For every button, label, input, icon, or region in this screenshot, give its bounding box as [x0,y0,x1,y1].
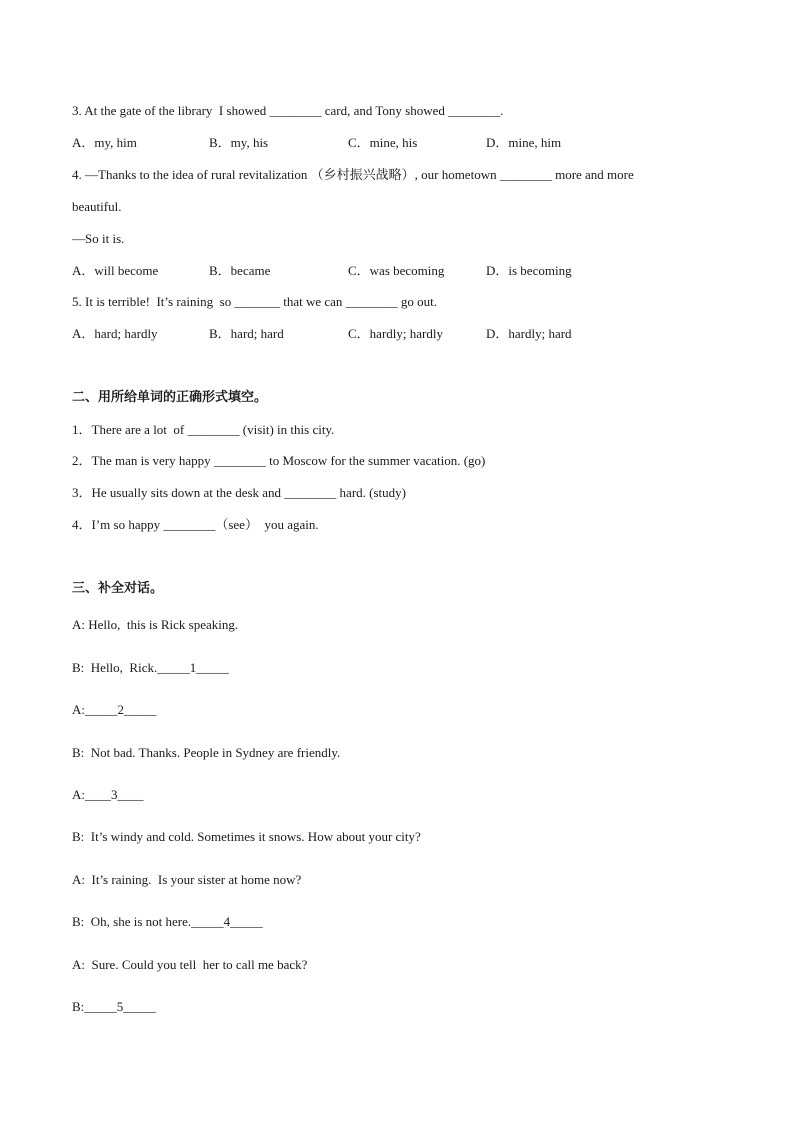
fill-in-item-3: 3．He usually sits down at the desk and ________ hard. (study) [72,485,406,500]
question-4-option-b: B．became [209,263,271,278]
question-5-option-a: A．hard; hardly [72,326,158,341]
dialogue-line-2: B: Hello, Rick._____1_____ [72,660,229,675]
dialogue-line-9: A: Sure. Could you tell her to call me back? [72,957,308,972]
question-4-stem-line1: 4. —Thanks to the idea of rural revitalization （乡村振兴战略）, our hometown ________ more and more [72,167,634,182]
dialogue-line-1: A: Hello, this is Rick speaking. [72,617,239,632]
question-3-option-b: B．my, his [209,135,269,150]
dialogue-line-10: B:_____5_____ [72,999,156,1014]
fill-in-item-4: 4．I’m so happy ________（see） you again. [72,517,319,532]
fill-in-item-1: 1．There are a lot of ________ (visit) in this city. [72,422,335,437]
question-4-reply: —So it is. [72,231,125,246]
question-5-option-b: B．hard; hard [209,326,284,341]
question-3-option-d: D．mine, him [486,135,562,150]
question-5-option-d: D．hardly; hard [486,326,572,341]
dialogue-line-4: B: Not bad. Thanks. People in Sydney are friendly. [72,745,341,760]
question-4-stem-line2: beautiful. [72,199,122,214]
section-2-heading: 二、用所给单词的正确形式填空。 [72,390,268,405]
dialogue-line-6: B: It’s windy and cold. Sometimes it snows. How about your city? [72,829,421,844]
question-4-option-c: C．was becoming [348,263,445,278]
question-4-option-a: A．will become [72,263,159,278]
question-5-option-c: C．hardly; hardly [348,326,443,341]
fill-in-item-2: 2．The man is very happy ________ to Moscow for the summer vacation. (go) [72,453,486,468]
question-3-option-c: C．mine, his [348,135,418,150]
question-3-option-a: A．my, him [72,135,137,150]
dialogue-line-7: A: It’s raining. Is your sister at home now? [72,872,302,887]
section-3-heading: 三、补全对话。 [72,581,164,596]
question-5-stem: 5. It is terrible! It’s raining so _______ that we can ________ go out. [72,294,438,309]
dialogue-line-5: A:____3____ [72,787,144,802]
question-3-stem: 3. At the gate of the library I showed ________ card, and Tony showed ________. [72,103,504,118]
dialogue-line-3: A:_____2_____ [72,702,157,717]
question-4-option-d: D．is becoming [486,263,572,278]
dialogue-line-8: B: Oh, she is not here._____4_____ [72,914,263,929]
